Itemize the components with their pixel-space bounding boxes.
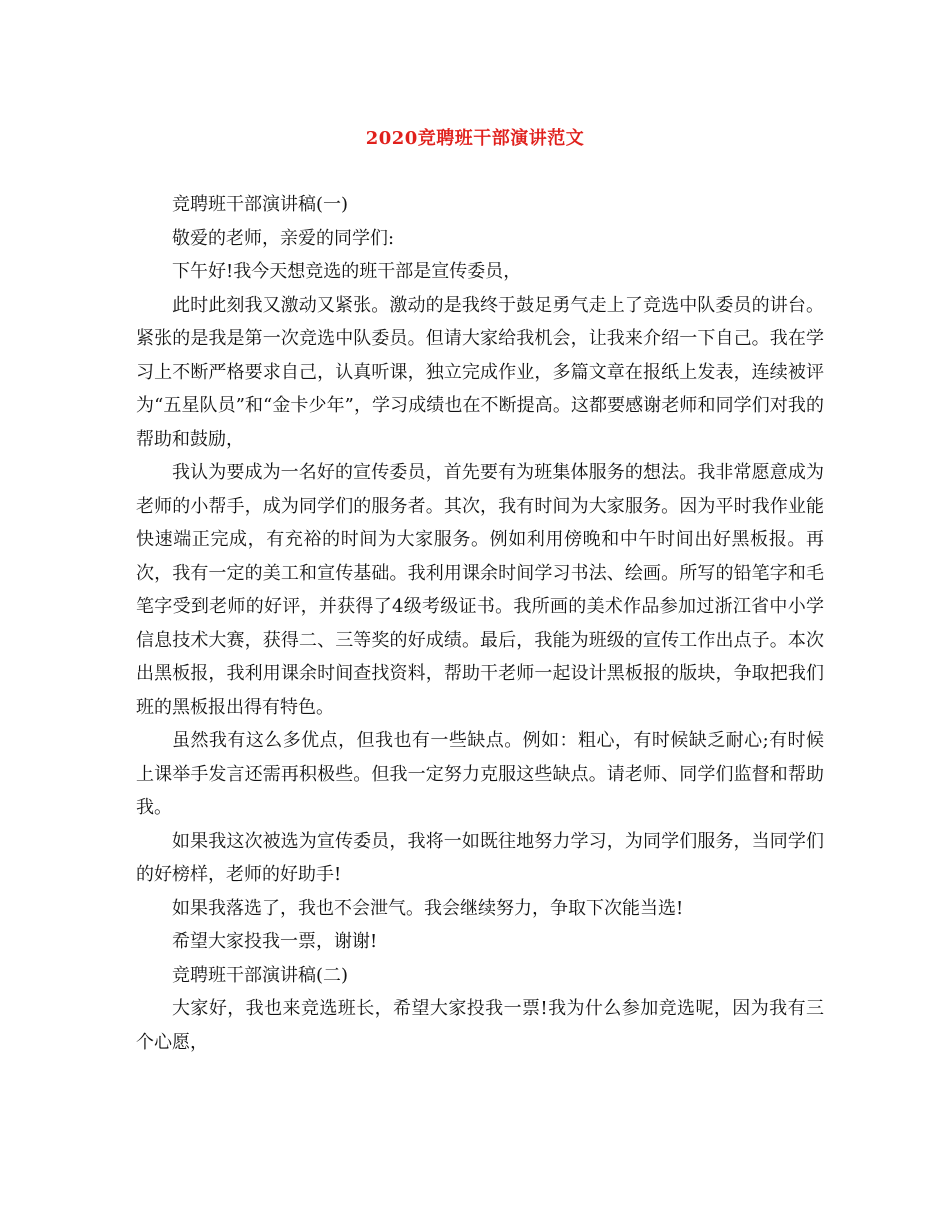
paragraph: 希望大家投我一票，谢谢!: [172, 931, 378, 952]
document-title: 2020竞聘班干部演讲范文: [365, 128, 585, 149]
section-heading: 竞聘班干部演讲稿(二): [172, 964, 349, 986]
paragraph: 如果我这次被选为宣传委员，我将一如既往地努力学习，为同学们服务，当同学们的好榜样，老师的好助手!: [136, 830, 824, 885]
salutation: 敬爱的老师，亲爱的同学们:: [172, 227, 395, 249]
paragraph: 我认为要成为一名好的宣传委员，首先要有为班集体服务的想法。我非常愿意成为老师的小帮手，成为同学们的服务者。其次，我有时间为大家服务。因为平时我作业能快速端正完成，有充裕的时间为大家服务。例如利用傍晚和中午时间出好黑板报。再次，我有一定的美工和宣传基础。我利用课余时间学习书法、绘画。所写的铅笔字和毛笔字受到老师的好评，并获得了4级考级证书。我所画的美术作品参加过浙江省中小学信息技术大赛，获得二、三等奖的好成绩。最后，我能为班级的宣传工作出点子。本次出黑板报，我利用课余时间查找资料，帮助干老师一起设计黑板报的版块，争取把我们班的黑板报出得有特色。: [136, 462, 824, 718]
paragraph: 大家好，我也来竞选班长，希望大家投我一票!我为什么参加竞选呢，因为我有三个心愿，: [136, 998, 824, 1053]
paragraph: 此时此刻我又激动又紧张。激动的是我终于鼓足勇气走上了竞选中队委员的讲台。紧张的是我是第一次竞选中队委员。但请大家给我机会，让我来介绍一下自己。我在学习上不断严格要求自己，认真听课，独立完成作业，多篇文章在报纸上发表，连续被评为“五星队员”和“金卡少年”，学习成绩也在不断提高。这都要感谢老师和同学们对我的帮助和鼓励，: [136, 294, 824, 450]
paragraph: 下午好!我今天想竞选的班干部是宣传委员，: [172, 261, 522, 282]
document-body: [136, 188, 824, 1059]
section-heading: 竞聘班干部演讲稿(一): [172, 194, 349, 215]
paragraph: 如果我落选了，我也不会泄气。我会继续努力，争取下次能当选!: [172, 897, 684, 919]
paragraph: 虽然我有这么多优点，但我也有一些缺点。例如：粗心，有时候缺乏耐心;有时候上课举手发言还需再积极些。但我一定努力克服这些缺点。请老师、同学们监督和帮助我。: [136, 730, 824, 818]
